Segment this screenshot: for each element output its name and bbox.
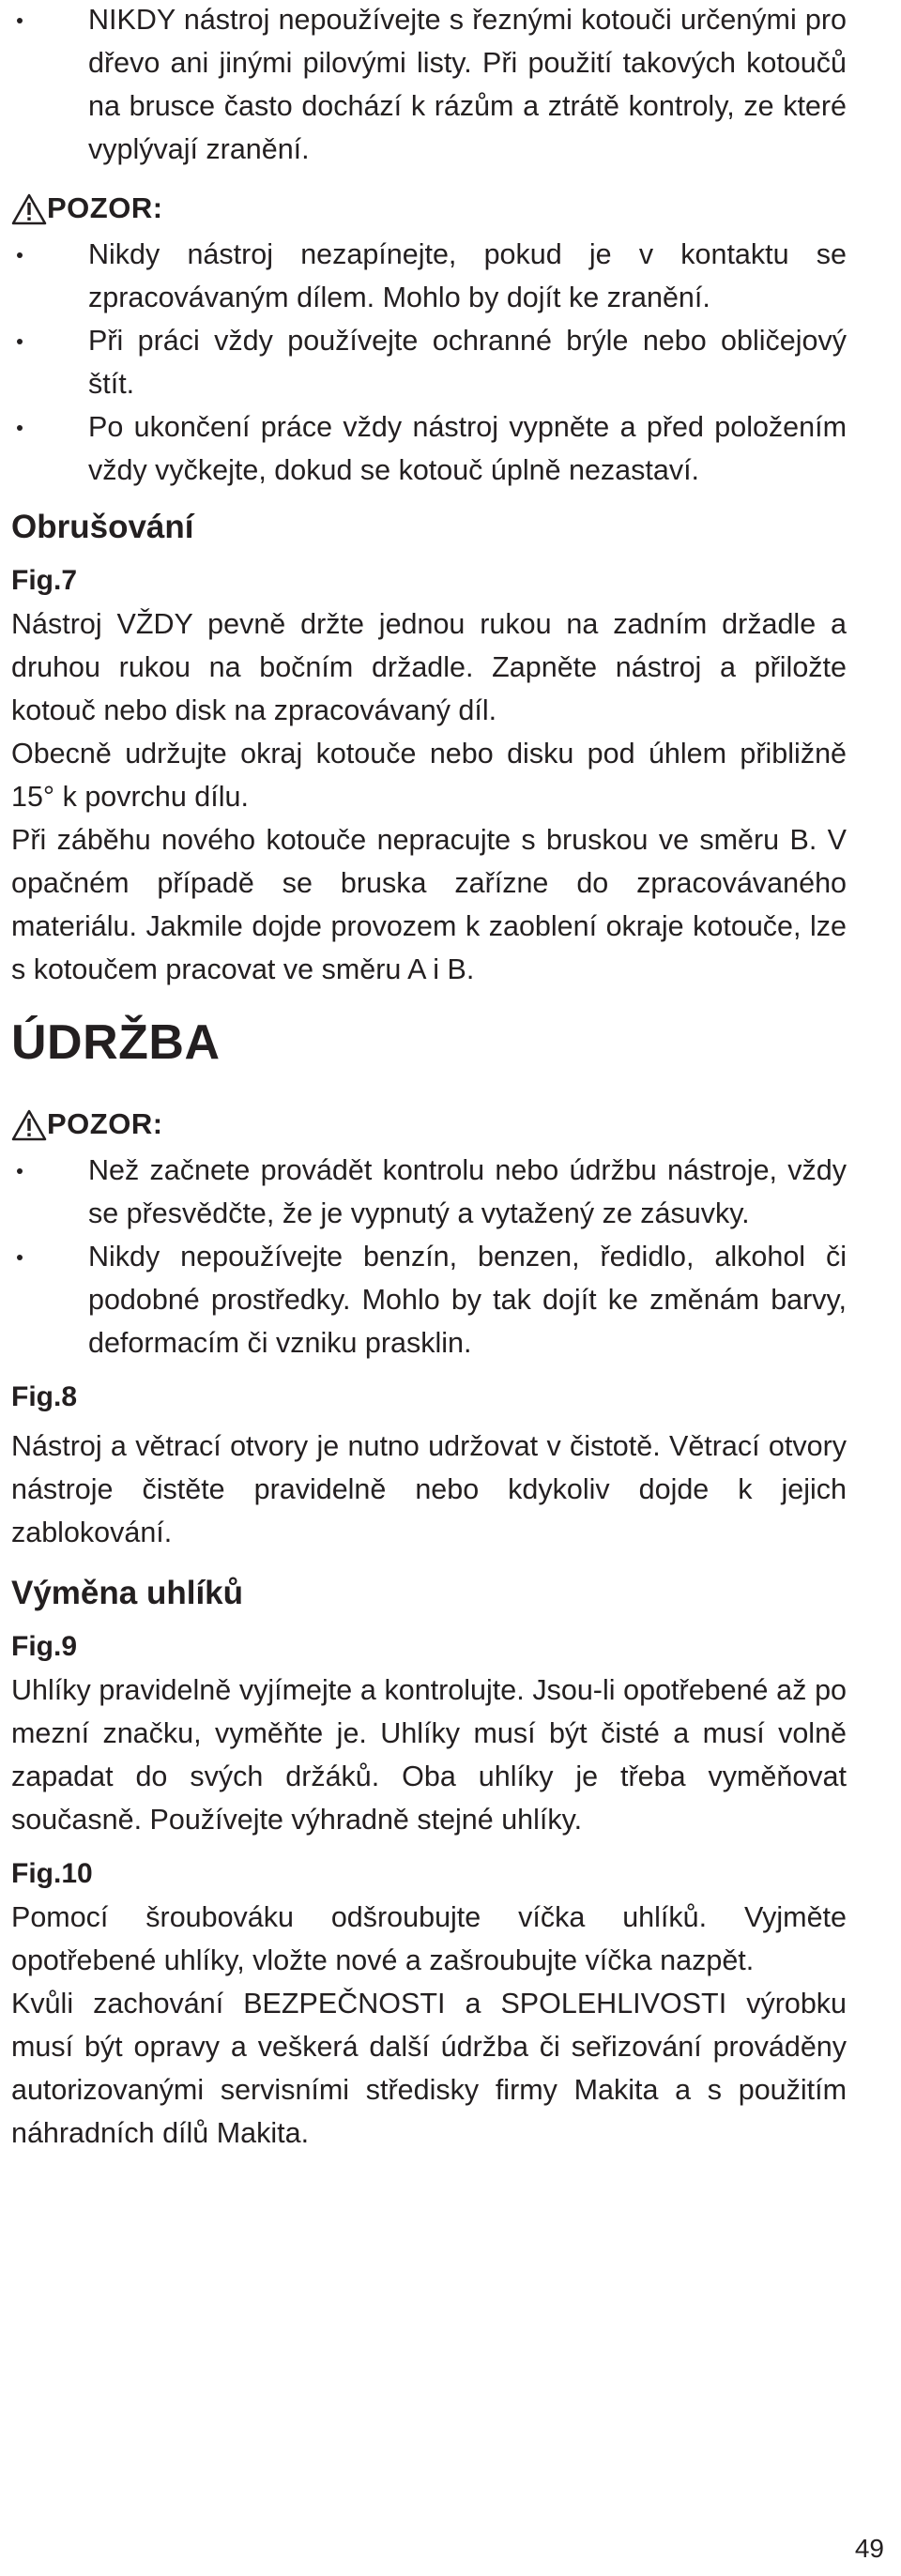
page-number: 49: [854, 2534, 884, 2563]
caution-heading: [11, 1094, 847, 1141]
bullet-dot: [17, 18, 23, 23]
caution-label: POZOR:: [47, 191, 163, 224]
bullet-text: Po ukončení práce vždy nástroj vypněte a před položením vždy vyčkejte, dokud se kotouč úplně nezastaví.: [88, 411, 847, 486]
bullet-item: [11, 319, 847, 405]
bullet-text: Nikdy nepoužívejte benzín, benzen, ředidlo, alkohol či podobné prostředky. Mohlo by tak dojít ke změnám barvy, deformacím či vzniku prasklin.: [88, 1241, 847, 1359]
paragraph: Uhlíky pravidelně vyjímejte a kontrolujte. Jsou-li opotřebené až po mezní značku, vyměňte je. Uhlíky musí být čisté a musí volně zapadat do svých držáků. Oba uhlíky je třeba vyměňovat současně. Používejte výhradně stejné uhlíky.: [11, 1674, 847, 1836]
paragraph: Kvůli zachování BEZPEČNOSTI a SPOLEHLIVOSTI výrobku musí být opravy a veškerá další údržba či seřizování prováděny autorizovanými servisními středisky firmy Makita a s použitím náhradních dílů Makita.: [11, 1988, 847, 2149]
paragraph: Obecně udržujte okraj kotouče nebo disku pod úhlem přibližně 15° k povrchu dílu.: [11, 738, 847, 813]
bullet-text: Než začnete provádět kontrolu nebo údržbu nástroje, vždy se přesvědčte, že je vypnutý a vytažený ze zásuvky.: [88, 1154, 847, 1229]
figure-reference: Fig.9: [11, 1631, 78, 1662]
paragraph: Nástroj VŽDY pevně držte jednou rukou na zadním držadle a druhou rukou na bočním držadle. Zapněte nástroj a přiložte kotouč nebo disk na zpracovávaný díl.: [11, 608, 847, 726]
caution-heading: [11, 178, 847, 225]
manual-page: [11, 0, 847, 2155]
bullet-text: NIKDY nástroj nepoužívejte s řeznými kotouči určenými pro dřevo ani jinými pilovými listy. Při použití takových kotoučů na brusce často dochází k rázům a ztrátě kontroly, ze které vyplývají zranění.: [88, 4, 847, 165]
bullet-item: [11, 233, 847, 319]
section-heading-maintenance: ÚDRŽBA: [11, 1015, 221, 1070]
section-heading-brushes: Výměna uhlíků: [11, 1575, 244, 1611]
bullet-text: Nikdy nástroj nezapínejte, pokud je v kontaktu se zpracovávaným dílem. Mohlo by dojít ke zranění.: [88, 238, 847, 313]
figure-reference: Fig.7: [11, 565, 78, 596]
paragraph: Při záběhu nového kotouče nepracujte s bruskou ve směru B. V opačném případě se bruska zařízne do zpracovávaného materiálu. Jakmile dojde provozem k zaoblení okraje kotouče, lze s kotoučem pracovat ve směru A i B.: [11, 824, 847, 985]
bullet-dot: [17, 1255, 23, 1260]
bullet-item: [11, 1149, 847, 1235]
bullet-dot: [17, 1168, 23, 1174]
figure-reference: Fig.8: [11, 1381, 78, 1412]
bullet-item: [11, 1235, 847, 1364]
bullet-text: Při práci vždy používejte ochranné brýle nebo obličejový štít.: [88, 325, 847, 400]
figure-reference: Fig.10: [11, 1858, 93, 1889]
caution-label: POZOR:: [47, 1107, 163, 1140]
bullet-dot: [17, 252, 23, 258]
warning-triangle-icon: [11, 1109, 47, 1141]
bullet-item: [11, 405, 847, 492]
paragraph: Nástroj a větrací otvory je nutno udržovat v čistotě. Větrací otvory nástroje čistěte pravidelně nebo kdykoliv dojde k jejich zablokování.: [11, 1430, 847, 1548]
warning-triangle-icon: [11, 193, 47, 225]
bullet-item: [11, 0, 847, 171]
bullet-dot: [17, 339, 23, 344]
section-heading-grinding: Obrušování: [11, 509, 194, 545]
bullet-dot: [17, 425, 23, 431]
paragraph: Pomocí šroubováku odšroubujte víčka uhlíků. Vyjměte opotřebené uhlíky, vložte nové a zašroubujte víčka nazpět.: [11, 1901, 847, 1976]
